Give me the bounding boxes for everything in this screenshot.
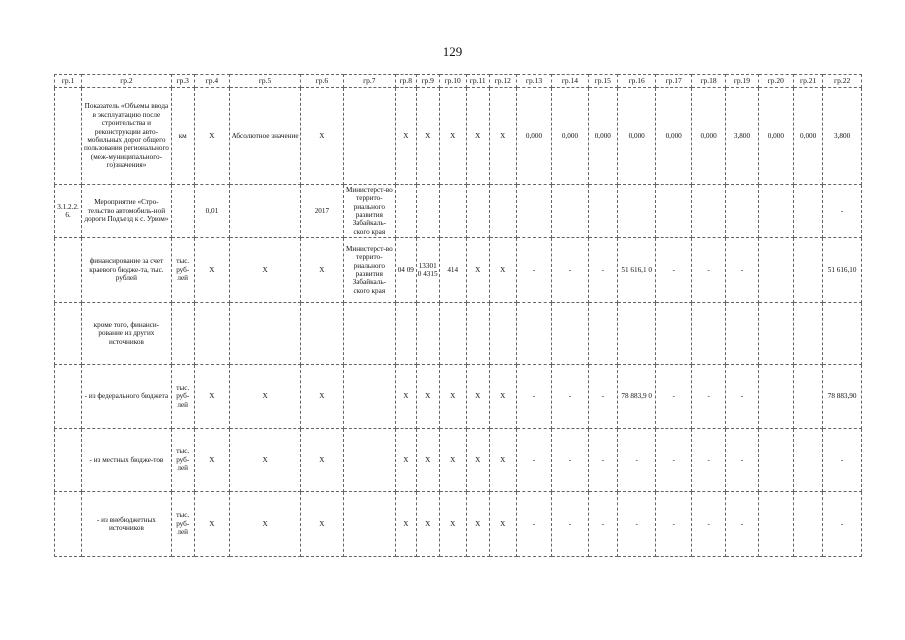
- column-header: гр.5: [230, 75, 301, 88]
- table-cell: -: [516, 238, 551, 303]
- table-cell: [516, 303, 551, 365]
- table-cell: X: [489, 88, 516, 185]
- table-row: [55, 88, 862, 185]
- table-row: [55, 185, 862, 238]
- table-cell: [439, 303, 466, 365]
- table-cell: [416, 303, 439, 365]
- table-cell: Мероприятие «Стро-тельство автомобиль-ной дороги Подъезд к с. Урюм»: [82, 185, 172, 238]
- column-header: гр.12: [489, 75, 516, 88]
- table-cell: [489, 185, 516, 238]
- table-cell: [171, 185, 194, 238]
- table-cell: X: [194, 238, 229, 303]
- table-row: [55, 303, 862, 365]
- table-cell: -: [588, 429, 617, 492]
- table-cell: [823, 303, 862, 365]
- table-cell: X: [395, 88, 416, 185]
- table-cell: -: [656, 429, 691, 492]
- table-cell: -: [516, 365, 551, 429]
- table-cell: Показатель «Объемы ввода в эксплуатацию после строительства и реконструкции авто-мобильных дорог общего пользования регионального (меж-муниципального-го)значения»: [82, 88, 172, 185]
- table-cell: X: [439, 429, 466, 492]
- table-cell: X: [230, 492, 301, 557]
- table-cell: X: [489, 238, 516, 303]
- table-cell: [55, 88, 82, 185]
- table-cell: 0,000: [691, 88, 725, 185]
- column-header: гр.18: [691, 75, 725, 88]
- table-cell: X: [194, 365, 229, 429]
- table-cell: [55, 303, 82, 365]
- table-cell: -: [823, 492, 862, 557]
- table-cell: -: [656, 492, 691, 557]
- table-cell: [588, 185, 617, 238]
- table-cell: -: [552, 365, 588, 429]
- table-cell: -: [617, 429, 656, 492]
- table-cell: X: [439, 88, 466, 185]
- table-cell: X: [301, 492, 344, 557]
- table-cell: - из внебюджетных источников: [82, 492, 172, 557]
- table-cell: -: [691, 492, 725, 557]
- table-body: [55, 75, 862, 557]
- table-cell: [617, 185, 656, 238]
- table-cell: X: [466, 365, 489, 429]
- table-cell: -: [656, 238, 691, 303]
- table-cell: [794, 492, 823, 557]
- table-cell: [794, 429, 823, 492]
- table-cell: тыс. руб-лей: [171, 365, 194, 429]
- table-cell: -: [516, 492, 551, 557]
- table-cell: -: [552, 492, 588, 557]
- table-cell: 78 883,9 0: [617, 365, 656, 429]
- table-cell: [439, 185, 466, 238]
- table-cell: 0,000: [588, 88, 617, 185]
- table-cell: X: [416, 492, 439, 557]
- table-cell: [726, 185, 758, 238]
- table-cell: [343, 303, 395, 365]
- table-cell: [758, 238, 793, 303]
- table-cell: X: [466, 492, 489, 557]
- table-cell: 3,800: [726, 88, 758, 185]
- table-cell: [416, 185, 439, 238]
- table-cell: X: [489, 365, 516, 429]
- column-header: гр.11: [466, 75, 489, 88]
- table-cell: [516, 185, 551, 238]
- table-cell: [343, 88, 395, 185]
- table-cell: 0,000: [758, 88, 793, 185]
- table-cell: X: [466, 238, 489, 303]
- table-cell: -: [691, 238, 725, 303]
- table-cell: -: [617, 492, 656, 557]
- column-header: гр.17: [656, 75, 691, 88]
- table-cell: 51 616,10: [823, 238, 862, 303]
- table-cell: X: [395, 429, 416, 492]
- column-header: гр.13: [516, 75, 551, 88]
- table-cell: -: [588, 238, 617, 303]
- table-cell: -: [691, 429, 725, 492]
- column-header: гр.2: [82, 75, 172, 88]
- table-cell: [726, 303, 758, 365]
- table-cell: Министерст-во террито-риального развития Забайкаль-ского края: [343, 238, 395, 303]
- column-header: гр.8: [395, 75, 416, 88]
- table-cell: [55, 492, 82, 557]
- table-cell: 3.1.2.2.6.: [55, 185, 82, 238]
- table-cell: [758, 429, 793, 492]
- table-cell: X: [489, 492, 516, 557]
- table-cell: [395, 185, 416, 238]
- table-cell: X: [301, 365, 344, 429]
- table-cell: X: [416, 429, 439, 492]
- page-number: 129: [442, 44, 463, 59]
- table-cell: X: [230, 365, 301, 429]
- column-header: гр.1: [55, 75, 82, 88]
- table-cell: -: [552, 429, 588, 492]
- table-cell: X: [439, 492, 466, 557]
- table-cell: [466, 185, 489, 238]
- table-cell: 0,000: [552, 88, 588, 185]
- table-cell: тыс. руб-лей: [171, 492, 194, 557]
- table-cell: 0,01: [194, 185, 229, 238]
- table-cell: X: [466, 429, 489, 492]
- table-cell: X: [194, 88, 229, 185]
- table-cell: [691, 185, 725, 238]
- table-cell: Абсолютное значение: [230, 88, 301, 185]
- table-cell: [588, 303, 617, 365]
- table-cell: -: [588, 492, 617, 557]
- table-row: [55, 238, 862, 303]
- table-cell: [343, 492, 395, 557]
- table-cell: Министерст-во террито-риального развития Забайкаль-ского края: [343, 185, 395, 238]
- table-cell: финансирование за счет краевого бюдже-та, тыс. рублей: [82, 238, 172, 303]
- table-cell: [552, 303, 588, 365]
- table-cell: [794, 365, 823, 429]
- indicator-table: [54, 74, 862, 557]
- table-cell: X: [466, 88, 489, 185]
- table-cell: [301, 303, 344, 365]
- table-cell: тыс. руб-лей: [171, 238, 194, 303]
- table-cell: 133010 4315: [416, 238, 439, 303]
- table-cell: [691, 303, 725, 365]
- table-cell: [395, 303, 416, 365]
- table-cell: X: [395, 492, 416, 557]
- table-cell: X: [301, 429, 344, 492]
- table-cell: -: [823, 429, 862, 492]
- table-cell: [794, 185, 823, 238]
- table-cell: [656, 185, 691, 238]
- table-cell: -: [726, 365, 758, 429]
- table-cell: км: [171, 88, 194, 185]
- table-cell: [552, 185, 588, 238]
- table-cell: -: [726, 429, 758, 492]
- table-cell: X: [301, 238, 344, 303]
- header-row: [55, 75, 862, 88]
- column-header: гр.3: [171, 75, 194, 88]
- table-cell: X: [194, 429, 229, 492]
- table-cell: -: [552, 238, 588, 303]
- table-cell: X: [194, 492, 229, 557]
- column-header: гр.21: [794, 75, 823, 88]
- table-cell: X: [416, 365, 439, 429]
- table-cell: 0,000: [617, 88, 656, 185]
- table-cell: [343, 429, 395, 492]
- table-cell: 2017: [301, 185, 344, 238]
- table-cell: - из местных бюдже-тов: [82, 429, 172, 492]
- column-header: гр.4: [194, 75, 229, 88]
- table-row: [55, 365, 862, 429]
- table-cell: [758, 365, 793, 429]
- column-header: гр.15: [588, 75, 617, 88]
- table-cell: -: [691, 365, 725, 429]
- table-cell: -: [726, 492, 758, 557]
- table-cell: -: [516, 429, 551, 492]
- column-header: гр.22: [823, 75, 862, 88]
- column-header: гр.19: [726, 75, 758, 88]
- table-cell: [230, 185, 301, 238]
- table-cell: [758, 492, 793, 557]
- table-cell: [758, 185, 793, 238]
- table-cell: 78 883,90: [823, 365, 862, 429]
- table-cell: тыс. руб-лей: [171, 429, 194, 492]
- table-row: [55, 492, 862, 557]
- table-cell: [55, 365, 82, 429]
- table-cell: X: [230, 238, 301, 303]
- table-cell: 0,000: [794, 88, 823, 185]
- column-header: гр.7: [343, 75, 395, 88]
- table-cell: 0,000: [516, 88, 551, 185]
- table-cell: 0,000: [656, 88, 691, 185]
- table-cell: [794, 238, 823, 303]
- table-cell: [758, 303, 793, 365]
- table-cell: 04 09: [395, 238, 416, 303]
- table-cell: X: [416, 88, 439, 185]
- table-cell: X: [395, 365, 416, 429]
- table-cell: [466, 303, 489, 365]
- table-cell: кроме того, финанси-рование из других источников: [82, 303, 172, 365]
- table-cell: X: [230, 429, 301, 492]
- column-header: гр.9: [416, 75, 439, 88]
- table-cell: -: [588, 365, 617, 429]
- table-cell: 3,800: [823, 88, 862, 185]
- table-cell: [55, 429, 82, 492]
- table-cell: 414: [439, 238, 466, 303]
- table-cell: [230, 303, 301, 365]
- column-header: гр.6: [301, 75, 344, 88]
- table-cell: [489, 303, 516, 365]
- table-cell: [55, 238, 82, 303]
- table-cell: [794, 303, 823, 365]
- table-cell: [343, 365, 395, 429]
- table-cell: - из федерального бюджета: [82, 365, 172, 429]
- table-cell: X: [489, 429, 516, 492]
- column-header: гр.16: [617, 75, 656, 88]
- table-cell: -: [656, 365, 691, 429]
- table-cell: -: [726, 238, 758, 303]
- table-cell: [656, 303, 691, 365]
- table-cell: [194, 303, 229, 365]
- table-cell: 51 616,1 0: [617, 238, 656, 303]
- table-cell: X: [439, 365, 466, 429]
- table-cell: -: [823, 185, 862, 238]
- table-cell: [617, 303, 656, 365]
- table-cell: X: [301, 88, 344, 185]
- column-header: гр.20: [758, 75, 793, 88]
- table-row: [55, 429, 862, 492]
- table-cell: [171, 303, 194, 365]
- column-header: гр.10: [439, 75, 466, 88]
- column-header: гр.14: [552, 75, 588, 88]
